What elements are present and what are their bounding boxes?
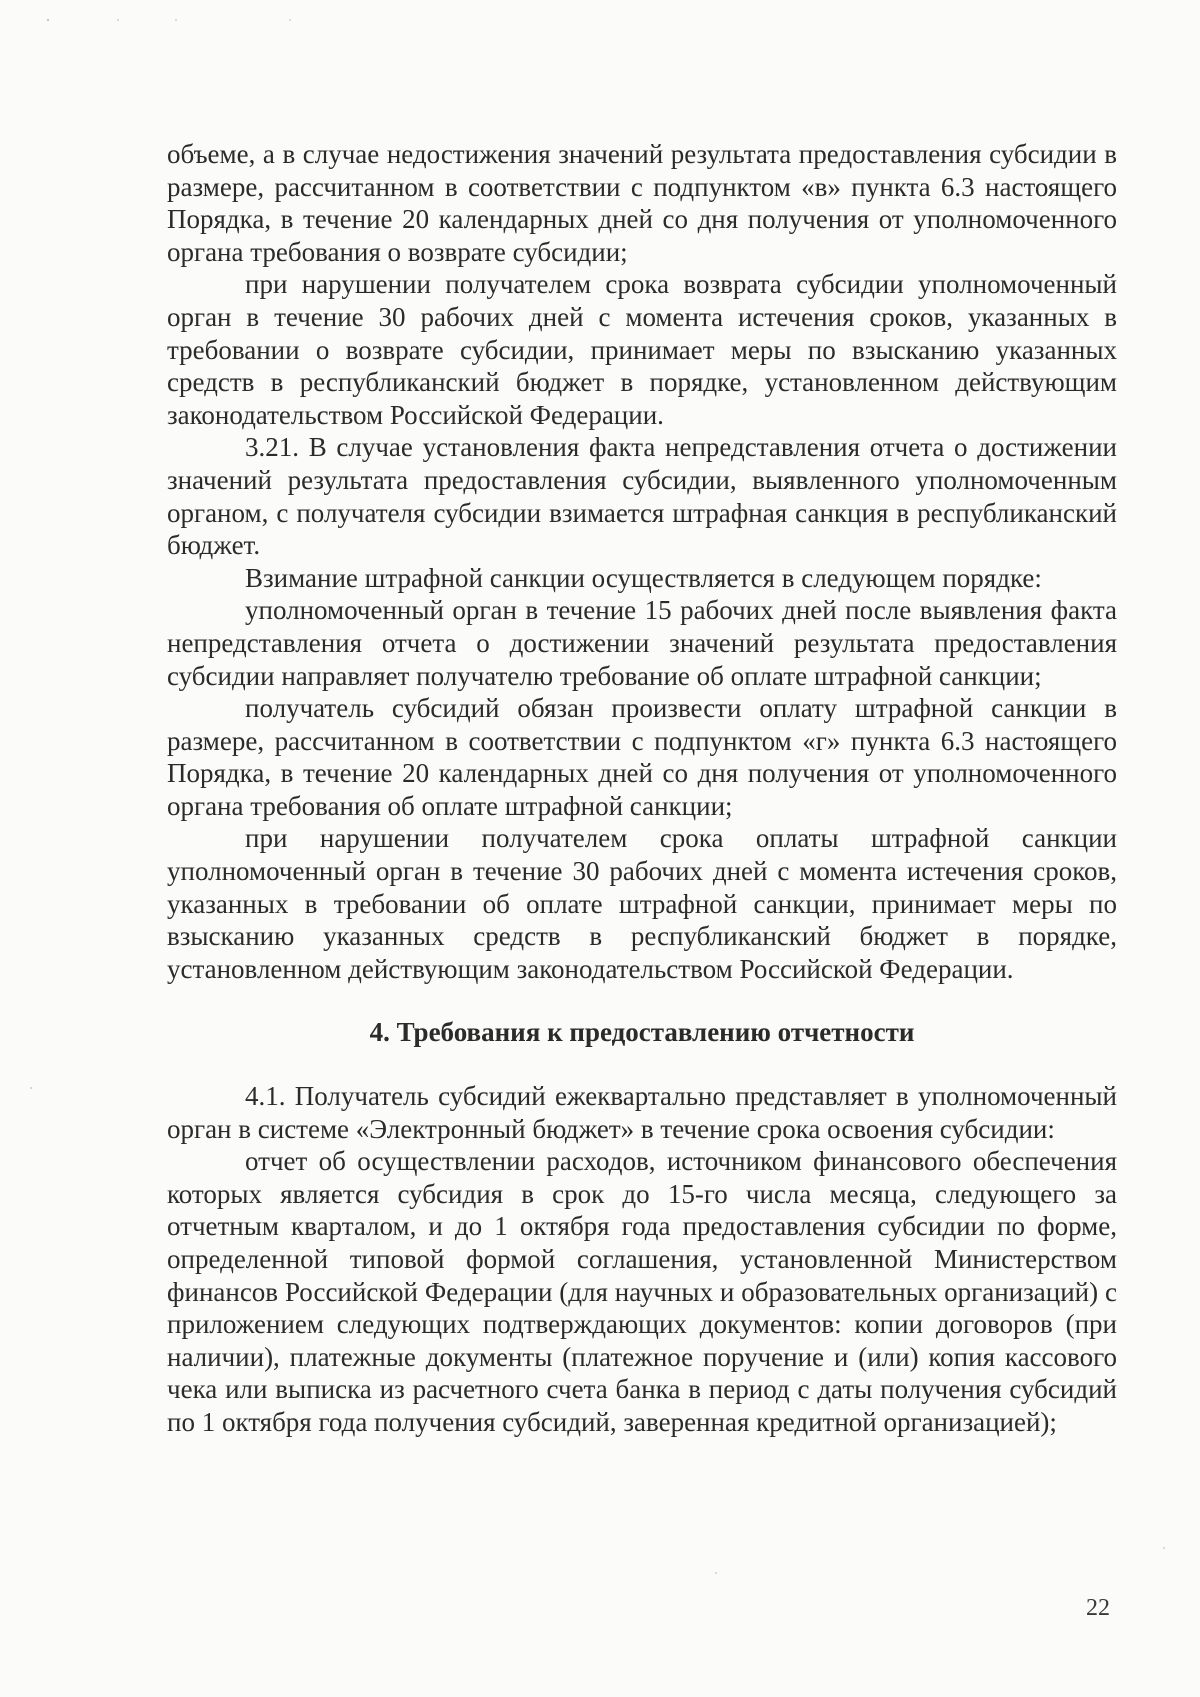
paragraph-p3: 3.21. В случае установления факта непредставления отчета о достижении значений результата предоставления субсидии, выявленного уполномоченным органом, с получателя субсидии взимается штрафная санкция в республиканский бюджет. [167, 432, 1117, 561]
paragraph-p1: объеме, а в случае недостижения значений результата предоставления субсидии в размере, рассчитанном в соответствии с подпунктом «в» пункта 6.3 настоящего Порядка, в течение 20 календарных дней со дня получения от уполномоченного органа требования о возврате субсидии; [167, 139, 1117, 267]
page-number: 22 [1086, 1595, 1110, 1621]
paragraph-p5: уполномоченный орган в течение 15 рабочих дней после выявления факта непредставления отчета о достижении значений результата предоставления субсидии направляет получателю требование об оплате штрафной санкции; [167, 595, 1117, 691]
paragraph-p8: 4.1. Получатель субсидий ежеквартально представляет в уполномоченный орган в системе «Электронный бюджет» в течение срока освоения субсидии: [167, 1081, 1117, 1144]
paragraph-p6: получатель субсидий обязан произвести оплату штрафной санкции в размере, рассчитанном в соответствии с подпунктом «г» пункта 6.3 настоящего Порядка, в течение 20 календарных дней со дня получения от уполномоченного органа требования об оплате штрафной санкции; [167, 693, 1117, 821]
paragraph-p7: при нарушении получателем срока оплаты штрафной санкции уполномоченный орган в течение 30 рабочих дней с момента истечения сроков, указанных в требовании об оплате штрафной санкции, принимает меры по взысканию указанных средств в республиканский бюджет в порядке, установленном действующим законодательством Российской Федерации. [167, 823, 1117, 984]
section-heading: 4. Требования к предоставлению отчетности [369, 1017, 915, 1048]
document-body [167, 138, 1117, 1439]
paragraph-p2: при нарушении получателем срока возврата субсидии уполномоченный орган в течение 30 рабочих дней с момента истечения сроков, указанных в требовании о возврате субсидии, принимает меры по взысканию указанных средств в республиканский бюджет в порядке, установленном действующим законодательством Российской Федерации. [167, 269, 1117, 430]
paragraph-p4: Взимание штрафной санкции осуществляется в следующем порядке: [245, 562, 1042, 593]
paragraph-p9: отчет об осуществлении расходов, источником финансового обеспечения которых является субсидия в срок до 15-го числа месяца, следующего за отчетным кварталом, и до 1 октября года предоставления субсидии по форме, определенной типовой формой соглашения, установленной Министерством финансов Российской Федерации (для научных и образовательных организаций) с приложением следующих подтверждающих документов: копии договоров (при наличии), платежные документы (платежное поручение и (или) копия кассового чека или выписка из расчетного счета банка в период с даты получения субсидий по 1 октября года получения субсидий, заверенная кредитной организацией); [167, 1146, 1117, 1437]
